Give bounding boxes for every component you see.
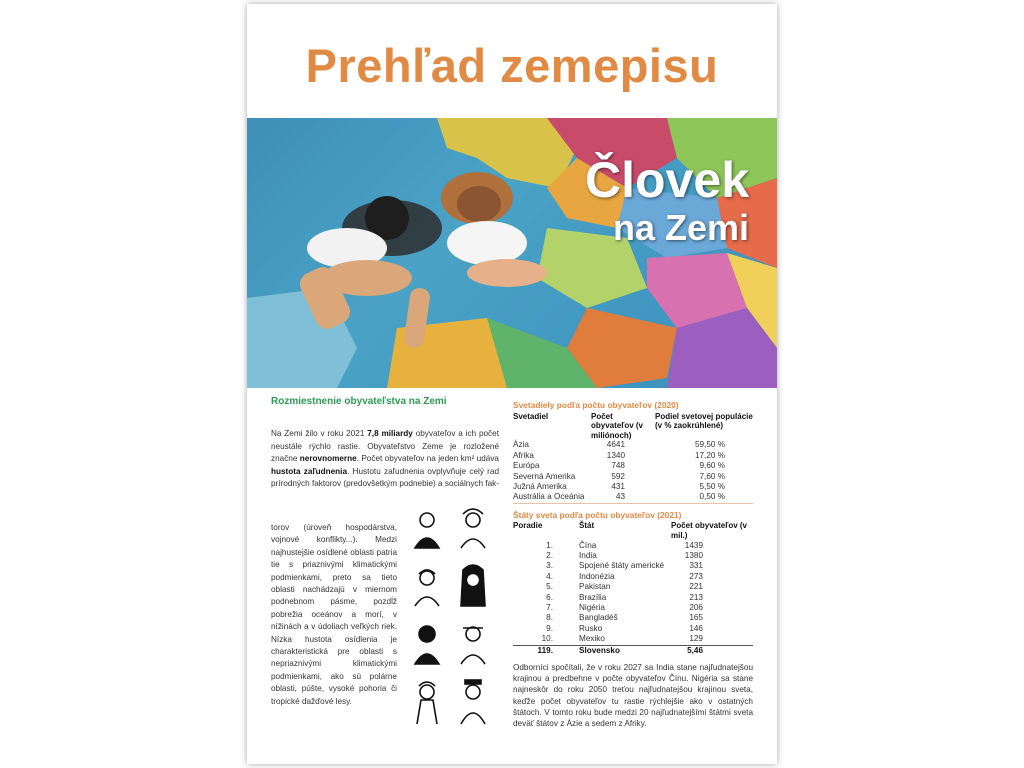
cell: 213 [689,592,703,602]
cell: 1. [546,540,553,550]
cell: Afrika [513,450,534,460]
cell: Rusko [579,623,603,633]
cell: 0,50 % [699,492,725,502]
table-row [513,634,753,645]
table2-title: Štáty sveta podľa počtu obyvateľov (2021) [513,509,682,520]
table-row [513,482,753,492]
table1-header-share: Podiel svetovej populácie (v % zaokrúhlené) [655,411,753,431]
cell: 221 [689,582,703,592]
intro-paragraph [271,428,499,490]
table-row [513,492,753,503]
table-row [513,440,753,450]
hero-image [247,118,777,388]
table1-title: Svetadiely podľa počtu obyvateľov (2020) [513,400,679,410]
cell: 10. [513,634,579,645]
table-row [513,561,753,571]
cell: Severná Amerika [513,471,576,481]
cell: Nigéria [579,603,605,613]
intro-bold-1: 7,8 miliardy [367,429,413,439]
table-row [513,603,753,613]
table-row [513,541,753,551]
hero-title [585,152,749,248]
cell: 7. [546,603,553,613]
cell: Čína [579,540,597,550]
left-column [271,396,499,490]
cell: 17,20 % [694,450,725,460]
cell: Južná Amerika [513,482,567,491]
cell: 9,60 % [699,461,725,471]
table2-header-population: Počet obyvateľov (v mil.) [671,521,747,540]
cell: Bangladéš [579,613,618,623]
table-row [513,624,753,634]
intro-text-3: . Počet obyvateľov na jeden km² udáva [356,454,499,464]
table-row [513,572,753,582]
cell: Brazília [579,592,607,602]
cell: 119. [537,645,553,655]
cell: 4641 [606,440,625,450]
cell: India [579,551,597,560]
table2-header-rank: Poradie [513,521,543,531]
table-row [513,613,753,623]
cell: 2. [546,551,553,560]
cell: 146 [689,623,703,633]
right-column [513,400,753,729]
cell: 748 [611,461,625,471]
hero-title-line1: Človek [585,152,749,208]
cell: Slovensko [579,645,620,655]
cell: 206 [689,603,703,613]
table1-header-continent: Svetadiel [513,411,549,421]
cell: Spojené štáty americké [579,561,665,571]
cell: 4. [546,571,553,581]
intro-text-1: Na Zemi žilo v roku 2021 [271,429,368,439]
table-row [513,461,753,471]
cell: 129 [671,634,753,645]
cell: Pakistan [579,582,611,592]
table-row [513,472,753,482]
cell: 1340 [606,450,625,460]
cell: 43 [615,492,625,502]
table2-header-country: Štát [579,521,595,531]
cell: Európa [513,461,540,471]
table-row-slovakia [513,645,753,656]
document-page [247,4,777,764]
table-row [513,582,753,592]
cell: 5. [546,582,553,592]
page-title: Prehľad zemepisu [305,39,719,92]
hero-title-line2: na Zemi [612,207,749,248]
cell: 5,46 [687,645,703,655]
section-heading: Rozmiestnenie obyvateľstva na Zemi [271,396,447,407]
cell: 1380 [684,551,703,560]
cell: 165 [689,613,703,623]
cell: 331 [689,561,703,571]
table-row [513,593,753,603]
cell: Austrália a Oceánia [513,492,585,502]
intro-bold-3: hustota zaľudnenia [271,466,348,476]
table-row [513,551,753,561]
cell: 8. [546,613,553,623]
narrow-paragraph: torov (úroveň hospodárstva, vojnové konflikty...). Medzi najhustejšie osídlené oblasti patria tie s priaznivými klimatickými podmienkami, preto sa tieto oblasti nachádzajú v miernom podnebnom pásme, pozdĺž pobrežia oceánov a morí, v nížinách a v údoliach veľkých riek. Nízka hustota osídlenia je charakteristická pre oblasti s nepriaznivými klimatickými podmienkami, ako sú polárne oblasti, púšte, vysoké pohoria či tropické dažďové lesy. [271,523,397,706]
cell: 7,60 % [699,471,725,481]
cell: 5,50 % [699,482,725,491]
continents-table [513,412,753,504]
outro-paragraph: Odborníci spočítali, že v roku 2027 sa India stane najľudnatejšou krajinou a predbehne v počte obyvateľov Čínu. Nigéria sa stane najneskôr do roku 2050 treťou najľudnatejšou krajinou sveta, keďže počet obyvateľov tu rastie rýchlejšie ako v ostatných štátoch. V tomto roku bude medzi 20 najľudnatejšími štátmi sveta deväť štátov z Ázie a sedem z Afriky. [513,663,753,729]
table-row [513,451,753,461]
cell: Mexiko [579,634,671,645]
intro-text-4: . Hustotu zaľudnenia ovplyvňuje celý rad prírodných faktorov (predovšetkým podnebie) a sociálnych fak- [271,466,500,489]
cell: 1439 [684,540,703,550]
intro-bold-2: nerovnomerne [299,454,357,464]
table1-header-population: Počet obyvateľov (v miliónoch) [591,411,643,440]
cell: Indonézia [579,571,615,581]
cell: 9. [546,623,553,633]
cell: 3. [546,561,553,571]
people-figure-icons [407,504,497,736]
countries-table [513,521,753,656]
cell: Ázia [513,440,529,450]
cell: 6. [546,592,553,602]
cell: 273 [689,571,703,581]
cell: 431 [611,482,625,491]
intro-text-2: obyvateľov a ich počet neustále rýchlo rastie. Obyvateľstvo Zeme je rozložené značne [271,429,499,464]
cell: 59,50 % [694,440,725,450]
cell: 592 [611,471,625,481]
